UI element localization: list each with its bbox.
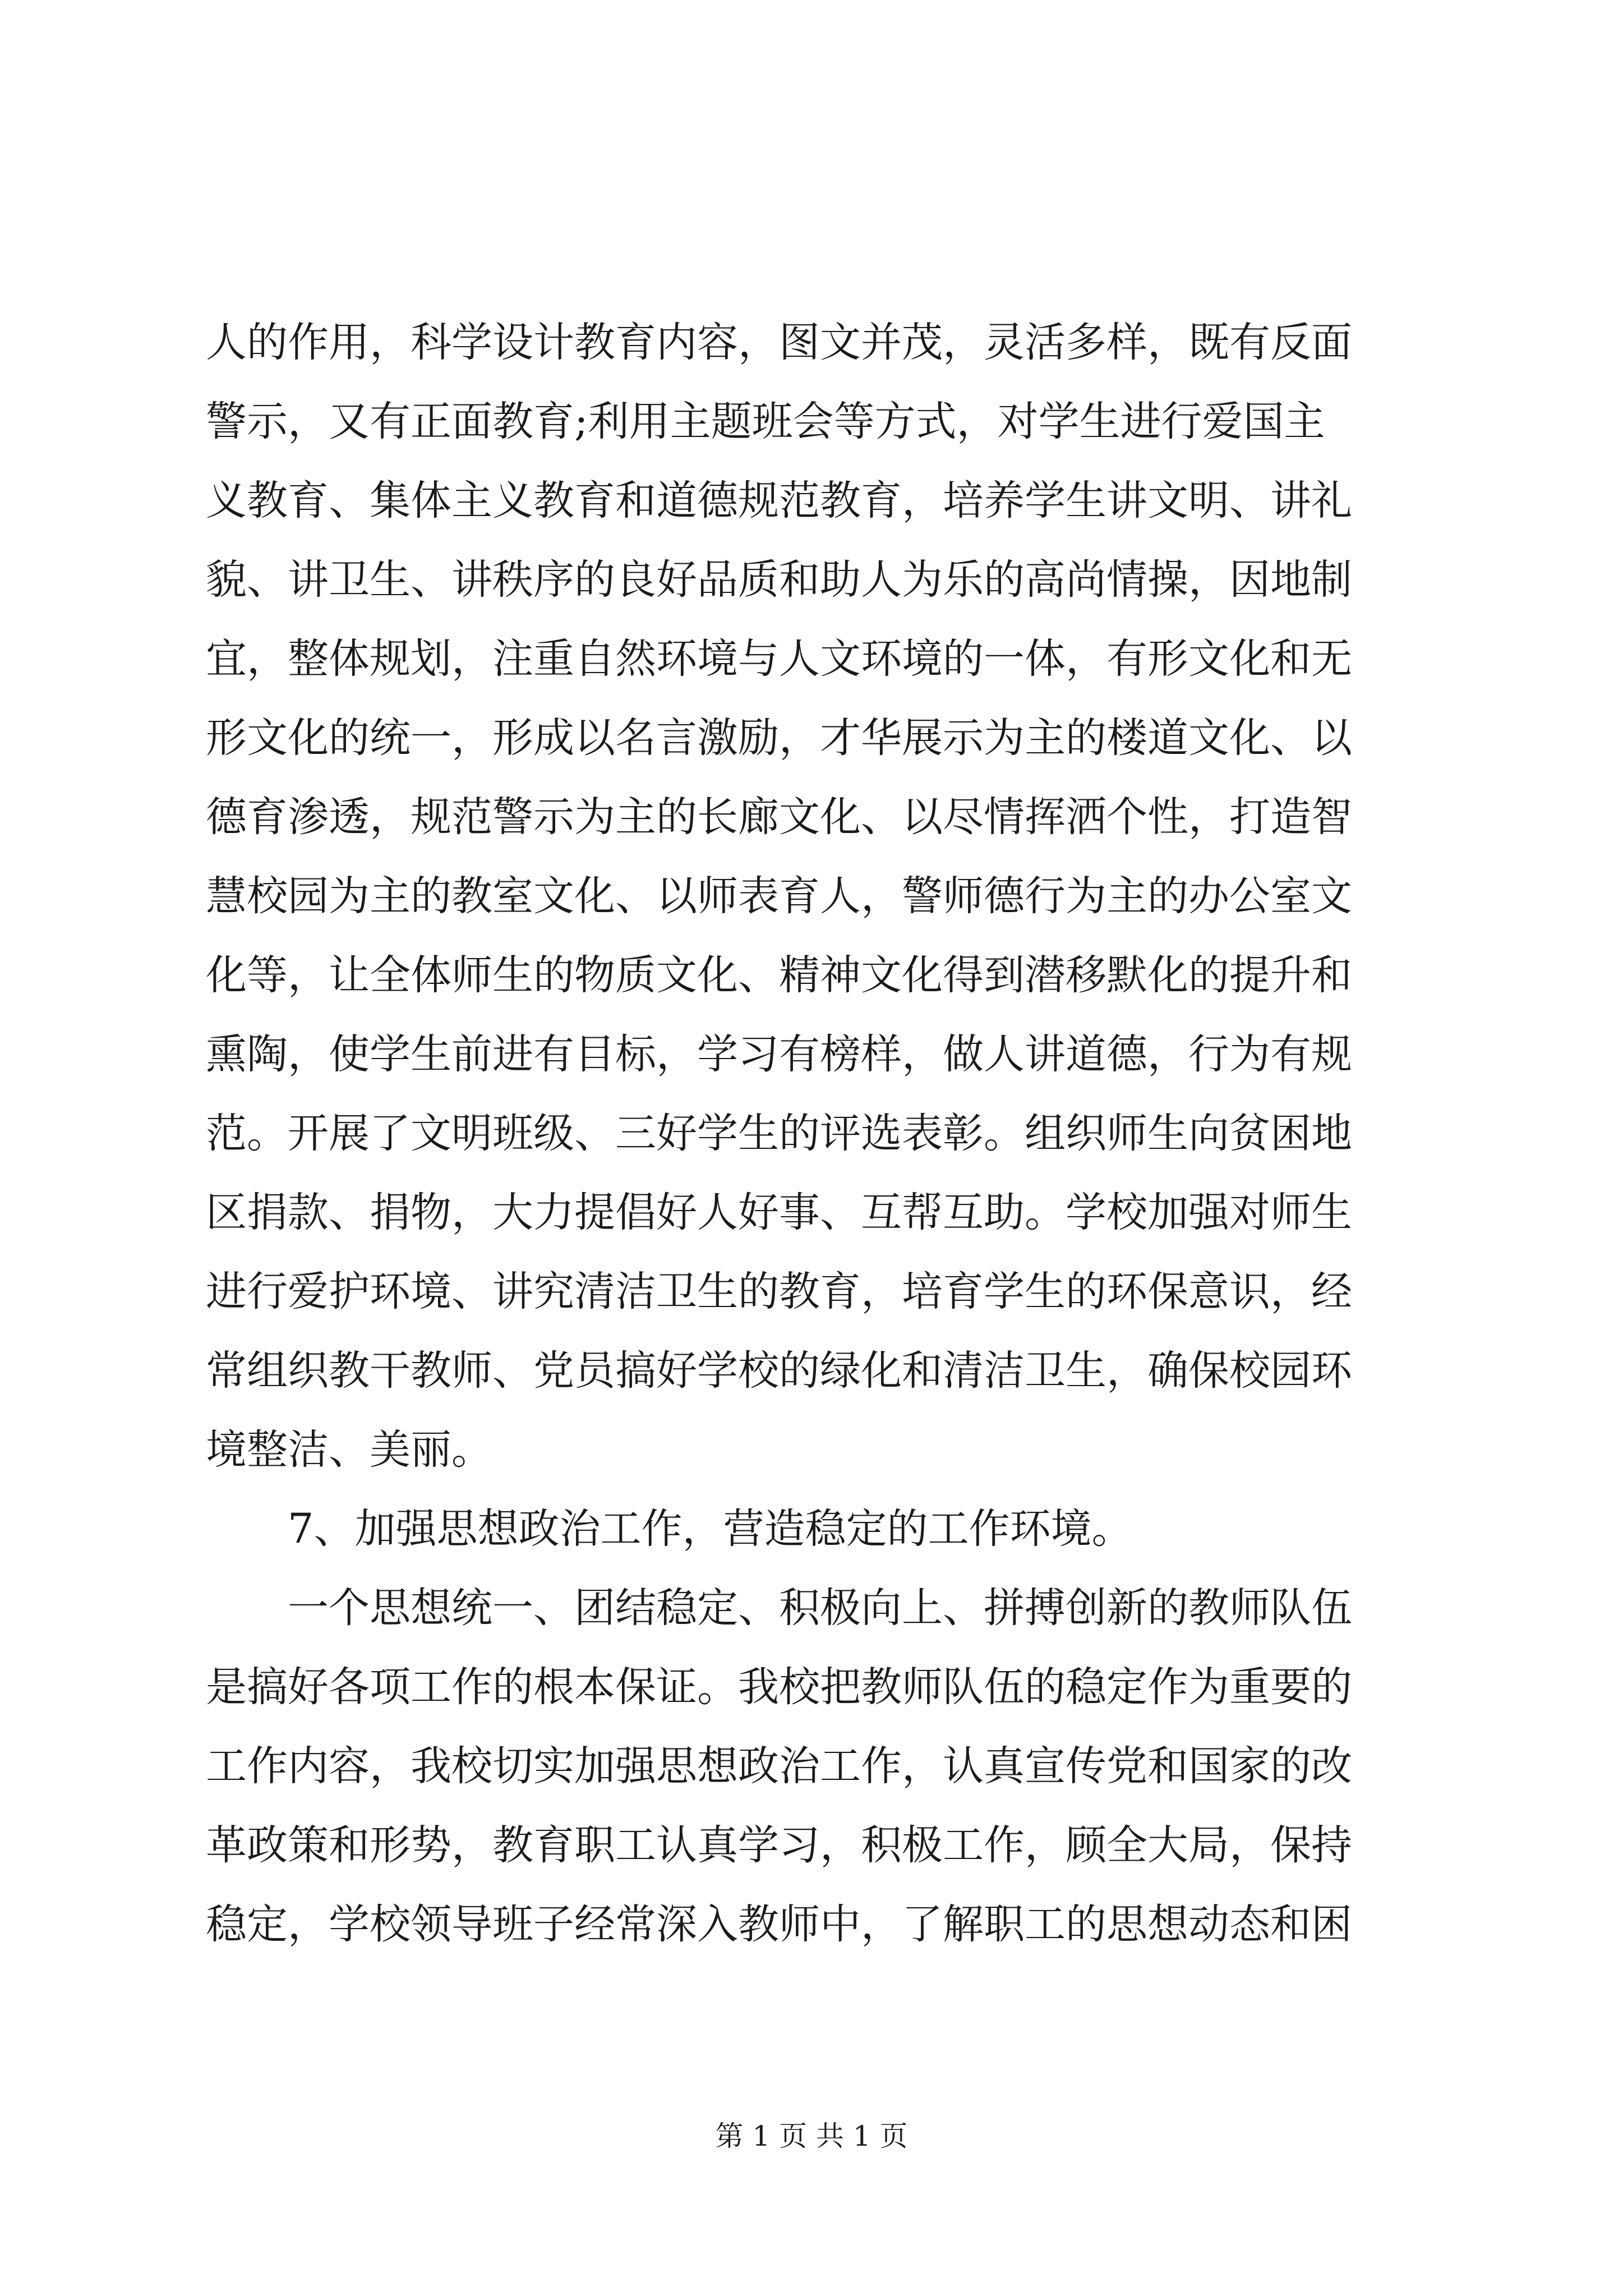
text-line: 宜，整体规划，注重自然环境与人文环境的一体，有形文化和无: [206, 635, 1352, 683]
text-line: 是搞好各项工作的根本保证。我校把教师队伍的稳定作为重要的: [206, 1663, 1352, 1711]
text-line: 化等，让全体师生的物质文化、精神文化得到潜移默化的提升和: [206, 951, 1352, 999]
text-line: 形文化的统一，形成以名言激励，才华展示为主的楼道文化、以: [206, 714, 1352, 762]
section-heading: 7、加强思想政治工作，营造稳定的工作环境。: [288, 1505, 1133, 1553]
text-line: 貌、讲卫生、讲秩序的良好品质和助人为乐的高尚情操，因地制: [206, 556, 1352, 604]
text-line: 工作内容，我校切实加强思想政治工作，认真宣传党和国家的改: [206, 1742, 1352, 1790]
text-line: 进行爱护环境、讲究清洁卫生的教育，培育学生的环保意识，经: [206, 1268, 1352, 1315]
text-line: 义教育、集体主义教育和道德规范教育，培养学生讲文明、讲礼: [206, 477, 1352, 524]
text-line: 常组织教干教师、党员搞好学校的绿化和清洁卫生，确保校园环: [206, 1347, 1352, 1395]
text-line: 一个思想统一、团结稳定、积极向上、拼搏创新的教师队伍: [288, 1584, 1352, 1632]
text-line: 警示，又有正面教育;利用主题班会等方式，对学生进行爱国主: [206, 398, 1325, 445]
text-line: 境整洁、美丽。: [206, 1426, 492, 1474]
text-line: 慧校园为主的教室文化、以师表育人，警师德行为主的办公室文: [206, 872, 1352, 920]
text-line: 革政策和形势，教育职工认真学习，积极工作，顾全大局，保持: [206, 1821, 1352, 1869]
text-line: 稳定，学校领导班子经常深入教师中，了解职工的思想动态和困: [206, 1901, 1352, 1948]
text-line: 范。开展了文明班级、三好学生的评选表彰。组织师生向贫困地: [206, 1110, 1352, 1157]
text-line: 人的作用，科学设计教育内容，图文并茂，灵活多样，既有反面: [206, 319, 1352, 366]
text-line: 熏陶，使学生前进有目标，学习有榜样，做人讲道德，行为有规: [206, 1030, 1352, 1078]
text-line: 德育渗透，规范警示为主的长廊文化、以尽情挥洒个性，打造智: [206, 793, 1352, 841]
page-footer: 第 1 页 共 1 页: [715, 2120, 908, 2152]
text-line: 区捐款、捐物，大力提倡好人好事、互帮互助。学校加强对师生: [206, 1189, 1352, 1236]
